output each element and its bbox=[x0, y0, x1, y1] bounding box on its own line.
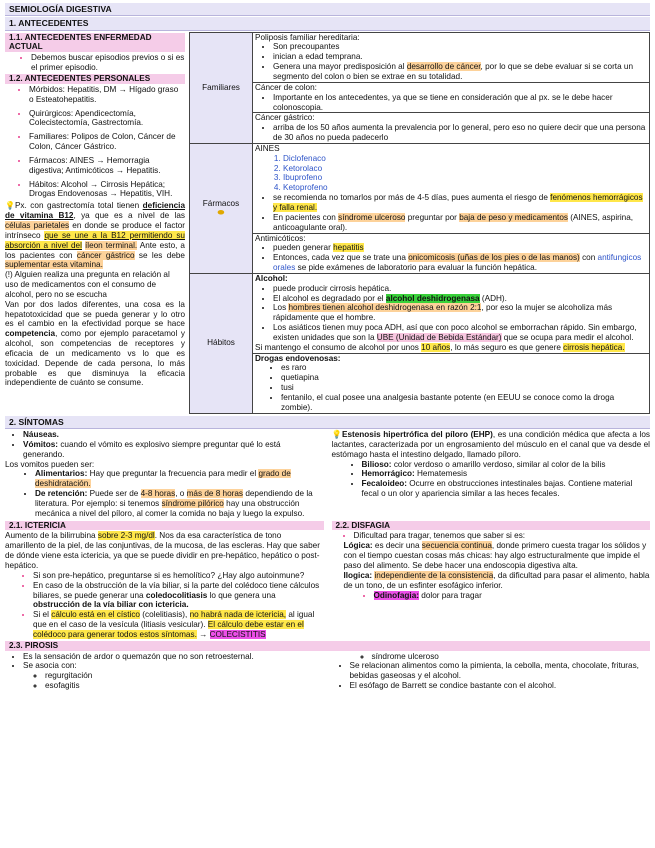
disfagia-column: 2.2. DISFAGIA • Dificultad para tragar, tenemos que saber si es: Lógica: es decir una secuencia continua, donde primero cuesta tragar los sólidos y con el tiempo cuestan cosas más chicas: hay algo estructuralmente que impide el paso del alimento. Se debe hacer una endoscopia digestiva alta. Ilogica: independiente de la consistencia, da dificultad para pasar el alimento, habla de un tono, de un esfinter esofágico inferior. • Odinofagia: dolor para tragar bbox=[332, 520, 651, 640]
note-competencia: Van por dos lados diferentes, una cosa es la hepatotoxicidad que se pueda generar y lo otro es el cambio en la efectividad porque se hace competencia, como por ejemplo paracetamol y alcohol, son competencias de receptores y eficacia de un medicamento vs lo que es toxicidad. Depende de cada persona, lo más probable es que disminuya la eficacia independiente de cuánto se consume. bbox=[5, 299, 185, 388]
cell-habitos: Hábitos bbox=[190, 273, 253, 413]
cell-habitos-content: Alcohol: • puede producir cirrosis hepática. • El alcohol es degradado por el alcohol deshidrogenasa (ADH). • Los hombres tienen alcohol deshidrogenasa en razón 2:1, por eso la mujer se alcoholiza más rápidamente que el hombre. • Los asiáticos tienen muy poca ADH, así que con poco alcohol se emborrachan rápido. Sin embargo, existen unidades que son la UBE (Unidad de Bebida Estándar) que se ocupa para medir el alcohol. Si mantengo el consumo de alcohol por unos 10 años, lo más seguro es que genere cirrosis hepática. Drogas endovenosas: • es raro • quetiapina • tusi • fentanilo, el cual posee una analgesia bastante potente (en EEUU se conoce como la droga zombie). bbox=[253, 273, 650, 413]
list-item: • Hábitos: Alcohol → Cirrosis Hepática; Drogas Endovenosas → Hepatitis, VIH. bbox=[29, 180, 185, 200]
pill-icon: ⬬ bbox=[217, 208, 225, 218]
list-item: • Familiares: Polipos de Colon, Cáncer de Colon, Cáncer Gástrico. bbox=[29, 132, 185, 152]
sintomas-left: • Náuseas. • Vómitos: cuando el vómito es explosivo siempre preguntar qué lo está generando. Los vomitos pueden ser: • Alimentarios: Hay que preguntar la frecuencia para medir el grado de deshidratación. • De retención: Puede ser de 4-8 horas, o más de 8 horas dependiendo de la literatura. Por ejemplo: si tenemos síndrome pilórico hay una obstrucción mecánica a nivel del píloro, al comer la comida no baja y luego la expulso. bbox=[5, 430, 324, 519]
section-2-header: 2. SÍNTOMAS bbox=[5, 416, 650, 429]
list-item: • Quirúrgicos: Apendicectomía, Colecistectomía, Gastrectomía. bbox=[29, 109, 185, 129]
note-gastrectomia: 💡Px. con gastrectomía total tienen deficiencia de vitamina B12, ya que es a nivel de las células parietales en donde se produce el factor intrínseco que se une a la B12 permitiendo su absorción a nivel del íleon terminal. Ante esto, a los pacientes con cáncer gástrico se les debe suplementar esta vitamina. bbox=[5, 201, 186, 270]
antecedentes-table-column bbox=[189, 32, 650, 414]
section-1-header: 1. ANTECEDENTES bbox=[5, 17, 650, 30]
cell-familiares: Familiares bbox=[190, 32, 253, 143]
antecedentes-table bbox=[189, 32, 650, 414]
cell-farmacos: Fármacos ⬬ bbox=[190, 143, 253, 273]
pirosis-right: ◦ síndrome ulceroso • Se relacionan alimentos como la pimienta, la cebolla, menta, chocolate, frituras, bebidas gaseosas y el alcohol. • El esófago de Barrett se condice bastante con el alcohol. bbox=[332, 652, 651, 691]
antecedentes-left-column bbox=[5, 32, 185, 414]
heading-2-2: 2.2. DISFAGIA bbox=[332, 521, 651, 531]
heading-1-2: 1.2. ANTECEDENTES PERSONALES bbox=[5, 74, 185, 84]
list-item: • Debemos buscar episodios previos o si es el primer episodio. bbox=[31, 53, 185, 73]
list-item: • Mórbidos: Hepatitis, DM → Hígado graso o Esteatohepatitis. bbox=[29, 85, 185, 105]
cell-familiares-content: Poliposis familiar hereditaria: • Son precoupantes • inician a edad temprana. • Genera una mayor predisposición al desarrollo de cáncer, por lo que se debe evaluar si se corta un segmento del colon o bien se extrae en su totalidad. Cáncer de colon: • Importante en los antecedentes, ya que se tiene en consideración que al px. se le debe hacer colonoscopia. Cáncer gástrico: • arriba de los 50 años aumenta la prevalencia por lo general, pero eso no quiere decir que una persona de 30 años no pueda padecerlo bbox=[253, 32, 650, 143]
note-question: (!) Alguien realiza una pregunta en relación al uso de medicamentos con el consumo de alcohol, pero no se escucha bbox=[5, 270, 170, 299]
sintomas-right: 💡Estenosis hipertrófica del píloro (EHP), es una condición médica que afecta a los lactantes, caracterizada por un engrosamiento del músculo en el canal que va desde el estómago hasta el intestino delgado, llamado píloro. • Bilioso: color verdoso o amarillo verdoso, similar al color de la bilis • Hemorrágico: Hematemesis • Fecaloideo: Ocurre en obstrucciones intestinales bajas. Contiene material fecal o un olor y apariencia similar a las heces fecales. bbox=[332, 430, 651, 519]
document-page bbox=[5, 0, 650, 691]
list-item: • Fármacos: AINES → Hemorragia digestiva; Antimicóticos → Hepatitis. bbox=[29, 156, 185, 176]
heading-2-1: 2.1. ICTERICIA bbox=[5, 521, 324, 531]
doc-title: SEMIOLOGÍA DIGESTIVA bbox=[5, 3, 650, 16]
heading-2-3: 2.3. PIROSIS bbox=[5, 641, 650, 651]
ictericia-column: 2.1. ICTERICIA Aumento de la bilirrubina sobre 2-3 mg/dl. Nos da esa característica de tono amarillento de la piel, de las conjuntivas, de la mucosa, de las escleras. Hay que saber de dónde viene esta ictericia, ya que se puede dividir en pre-hepático, hepático o post-hepático. • Si son pre-hepático, preguntarse si es hemolítico? ¿Hay algo autoinmune? • En caso de la obstrucción de la vía biliar, si la parte del colédoco tiene cálculos biliares, se puede generar una coledocolitiasis lo que genera una obstrucción de la vía biliar con ictericia. • Si el cálculo está en el cístico (colelitiasis), no habrá nada de ictericia, al igual que en el caso de la vesícula (litiasis vesicular). El cálculo debe estar en el colédoco para generar todos estos síntomas. → COLECISTITIS bbox=[5, 520, 324, 640]
lightbulb-icon: 💡 bbox=[331, 430, 342, 439]
lightbulb-icon: 💡 bbox=[5, 201, 15, 211]
heading-1-1: 1.1. ANTECEDENTES ENFERMEDAD ACTUAL bbox=[5, 33, 185, 53]
pirosis-left: • Es la sensación de ardor o quemazón que no son retroesternal. • Se asocia con: ◦ regurgitación ◦ esofagitis bbox=[5, 652, 324, 691]
cell-farmacos-content: AINES 1. Diclofenaco 2. Ketorolaco 3. Ibuprofeno 4. Ketoprofeno • se recomienda no tomarlos por más de 4-5 días, pues aumenta el riesgo de fenómenos hemorrágicos y falla renal. • En pacientes con síndrome ulceroso preguntar por baja de peso y medicamentos (AINES, aspirina, anticoagulante oral). Antimicóticos: • pueden generar hepatitis • Entonces, cada vez que se trate una onicomicosis (uñas de los pies o de las manos) con antifungicos orales se pide exámenes de laboratorio para evaluar la función hepática. bbox=[253, 143, 650, 273]
